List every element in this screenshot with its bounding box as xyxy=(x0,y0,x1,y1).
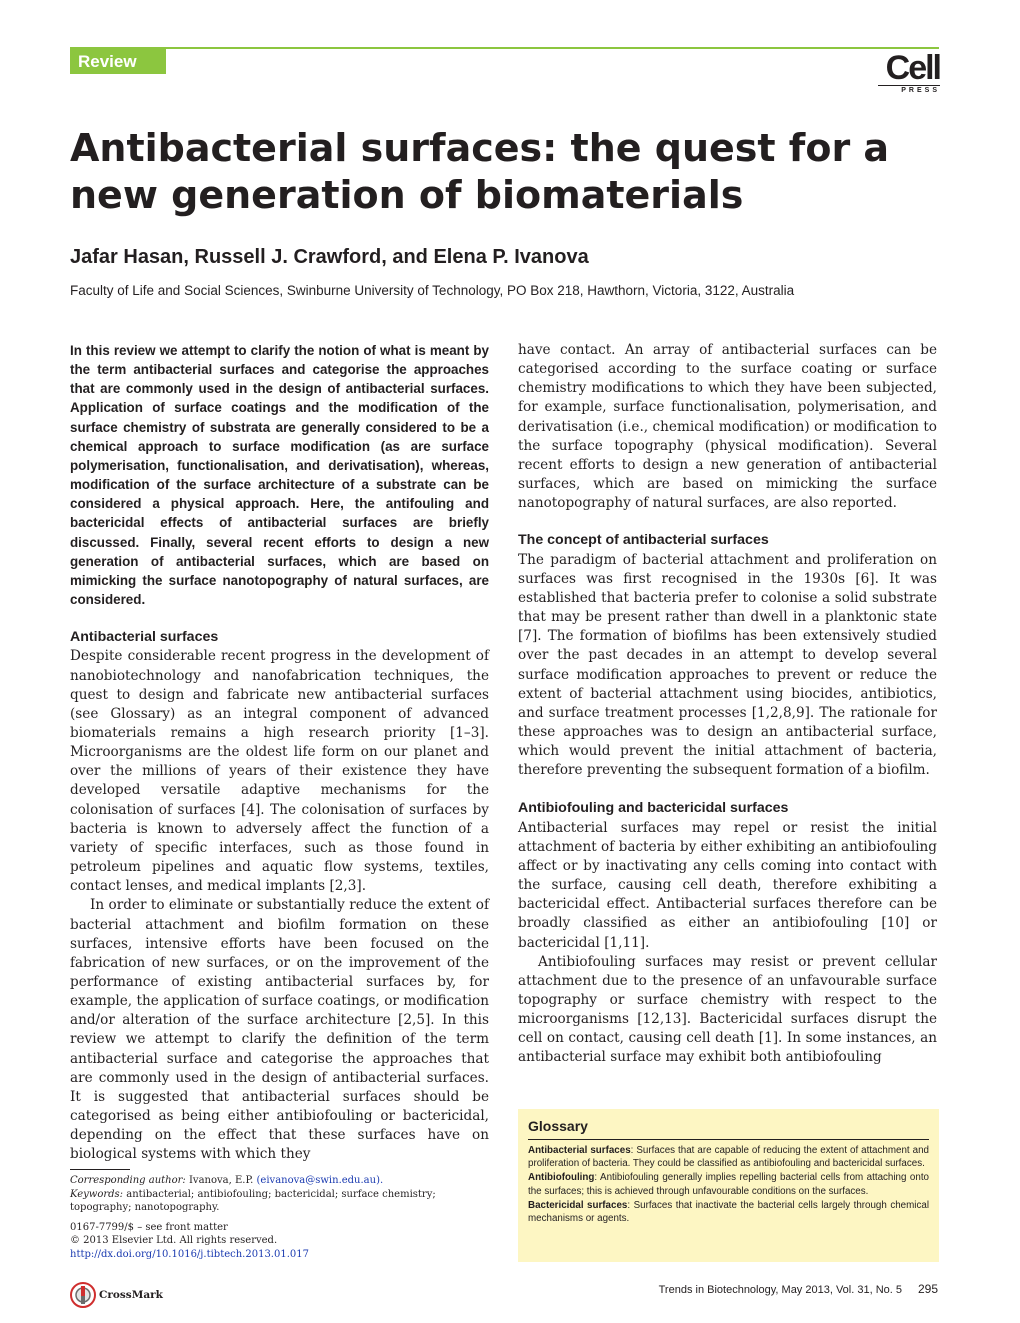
section-heading-antibacterial-surfaces: Antibacterial surfaces xyxy=(70,629,219,646)
glossary-title: Glossary xyxy=(528,1117,929,1140)
keywords xyxy=(70,1188,489,1215)
section2-paragraph-1: The paradigm of bacterial attachment and proliferation on surfaces was first recognised in the 1930s [6]. It was established that bacteria prefer to colonise a solid substrate that may be present rather than dwell in a planktonic state [7]. The formation of biofilms has been extensively studied over the past decades in an attempt to develop several surface modification approaches to prevent or reduce the extent of bacterial attachment using biocides, antibiotics, and surface treatment processes [1,2,8,9]. The rationale for these approaches was to design an antibacterial surface, which would prevent the initial attachment of bacteria, therefore preventing the subsequent formation of a biofilm. xyxy=(518,551,937,779)
keywords-label: Keywords: xyxy=(70,1188,124,1200)
keywords-text: antibacterial; antibiofouling; bactericidal; surface chemistry; topography; nanotopography. xyxy=(70,1188,436,1213)
section1-continuation: have contact. An array of antibacterial surfaces can be categorised according to the surface coating or surface chemistry modifications to which they have been subjected, for example, surface functionalisation, polymerisation, and derivatisation (i.e., chemical modification) or modification to the surface topography (physical modification). Several recent efforts to design a new generation of antibacterial surfaces, which are based on mimicking the surface nanotopography of natural surfaces, are also reported. xyxy=(518,342,937,512)
doi-link[interactable]: http://dx.doi.org/10.1016/j.tibtech.2013.01.017 xyxy=(70,1248,309,1260)
crossmark-label: CrossMark xyxy=(99,1289,163,1301)
glossary-definition: : Surfaces that are capable of reducing the extent of attachment and proliferation of bacteria. They could be classified as antibiofouling and bactericidal surfaces. xyxy=(528,1145,929,1170)
glossary-entry xyxy=(528,1199,929,1225)
section1-paragraph-2: In order to eliminate or substantially reduce the extent of bacterial attachment and biofilm formation on these surfaces, intensive efforts have been focused on the fabrication of new surfaces, or on the improvement of the performance of existing antibacterial surfaces by, for example, the application of surface coatings, or modification and/or alteration of the surface architecture [2,5]. In this review we attempt to clarify the definition of the term antibacterial surface and categorise the approaches that are commonly used in the design of antibacterial surfaces. It is suggested that antibacterial surfaces should be categorised as being either antibiofouling or bactericidal, depending on the effect that these surfaces have on biological systems with which they xyxy=(70,897,489,1163)
corresponding-author xyxy=(70,1174,489,1188)
glossary-definition: : Surfaces that inactivate the bacterial cells largely through chemical mechanisms or agents. xyxy=(528,1199,929,1225)
copyright-line xyxy=(70,1234,489,1261)
glossary-entry xyxy=(528,1144,929,1170)
section-heading-antibiofouling: Antibiofouling and bactericidal surfaces xyxy=(518,800,789,817)
logo-main-text: Cell xyxy=(885,49,940,87)
corr-email-link[interactable]: (eivanova@swin.edu.au). xyxy=(256,1175,384,1186)
page-number: 295 xyxy=(918,1282,939,1296)
footnote-rule xyxy=(70,1169,130,1170)
section-heading-concept: The concept of antibacterial surfaces xyxy=(518,532,769,549)
glossary-term: Bactericidal surfaces xyxy=(528,1199,628,1211)
glossary-entry xyxy=(528,1171,929,1197)
glossary-definition: : Antibiofouling generally implies repelling bacterial cells from attaching onto the surfaces; this is achieved through unfavourable conditions on the surfaces. xyxy=(528,1172,929,1197)
corr-name: Ivanova, E.P. xyxy=(188,1175,254,1186)
affiliation: Faculty of Life and Social Sciences, Swinburne University of Technology, PO Box 218, Hawthorn, Victoria, 3122, Australia xyxy=(70,283,795,298)
right-column xyxy=(518,341,937,1068)
issn-line: 0167-7799/$ – see front matter xyxy=(70,1221,228,1233)
left-column xyxy=(70,341,489,1165)
crossmark-badge[interactable] xyxy=(70,1282,163,1308)
corr-label: Corresponding author: xyxy=(70,1175,186,1186)
cell-press-logo xyxy=(878,49,940,95)
review-badge: Review xyxy=(70,49,166,74)
author-list: Jafar Hasan, Russell J. Crawford, and Elena P. Ivanova xyxy=(70,246,589,268)
article-title: Antibacterial surfaces: the quest for a new generation of biomaterials xyxy=(70,126,890,217)
abstract: In this review we attempt to clarify the notion of what is meant by the term antibacterial surfaces and categorise the approaches that are commonly used in the design of antibacterial surfaces. Application of surface coatings and the modification of the surface chemistry of substrata are generally considered to be a chemical approach to surface modification (as are surface polymerisation, functionalisation, and derivatisation), whereas, modification of the surface architecture of a substrate can be considered a physical approach. Here, the antifouling and bactericidal effects of antibacterial surfaces are briefly discussed. Finally, several recent efforts to design a new generation of antibacterial surfaces, which are based on mimicking the surface nanotopography of natural surfaces, are considered. xyxy=(70,343,489,608)
header-rule xyxy=(70,47,939,49)
glossary-term: Antibacterial surfaces xyxy=(528,1145,631,1156)
footnotes xyxy=(70,1169,489,1261)
section3-paragraph-1: Antibacterial surfaces may repel or resist the initial attachment of bacteria by either exhibiting an antibiofouling affect or by inactivating any cells coming into contact with the surface, causing cell death, therefore exhibiting a bactericidal effect. Antibacterial surfaces therefore can be broadly classified as either an antibiofouling [10] or bactericidal [1,11]. xyxy=(518,819,937,951)
glossary-box xyxy=(518,1109,939,1262)
section3-paragraph-2: Antibiofouling surfaces may resist or prevent cellular attachment due to the presence of an unfavourable surface topography or surface chemistry with respect to the microorganisms [12,13]. Bactericidal surfaces disrupt the cell on contact, causing cell death [1]. In some instances, an antibacterial surface may exhibit both antibiofouling xyxy=(518,953,937,1066)
section1-paragraph-1: Despite considerable recent progress in the development of nanobiotechnology and nanofabrication techniques, the quest to design and fabricate new antibacterial surfaces (see Glossary) as an integral component of advanced biomaterials remains a high research priority [1–3]. Microorganisms are the oldest life form on our planet and over the millions of years of their existence they have developed versatile adaptive mechanisms for the colonisation of surfaces [4]. The colonisation of surfaces by bacteria is known to adversely affect the function of a variety of specific interfaces, such as those found in petroleum pipelines and aquatic flow systems, textiles, contact lenses, and medical implants [2,3]. xyxy=(70,648,489,895)
crossmark-icon xyxy=(70,1282,96,1308)
logo-sub-text: PRESS xyxy=(878,85,940,95)
glossary-term: Antibiofouling xyxy=(528,1172,595,1184)
journal-citation: Trends in Biotechnology, May 2013, Vol. 31, No. 5 xyxy=(658,1284,902,1296)
copyright-text: © 2013 Elsevier Ltd. All rights reserved. xyxy=(70,1235,278,1246)
